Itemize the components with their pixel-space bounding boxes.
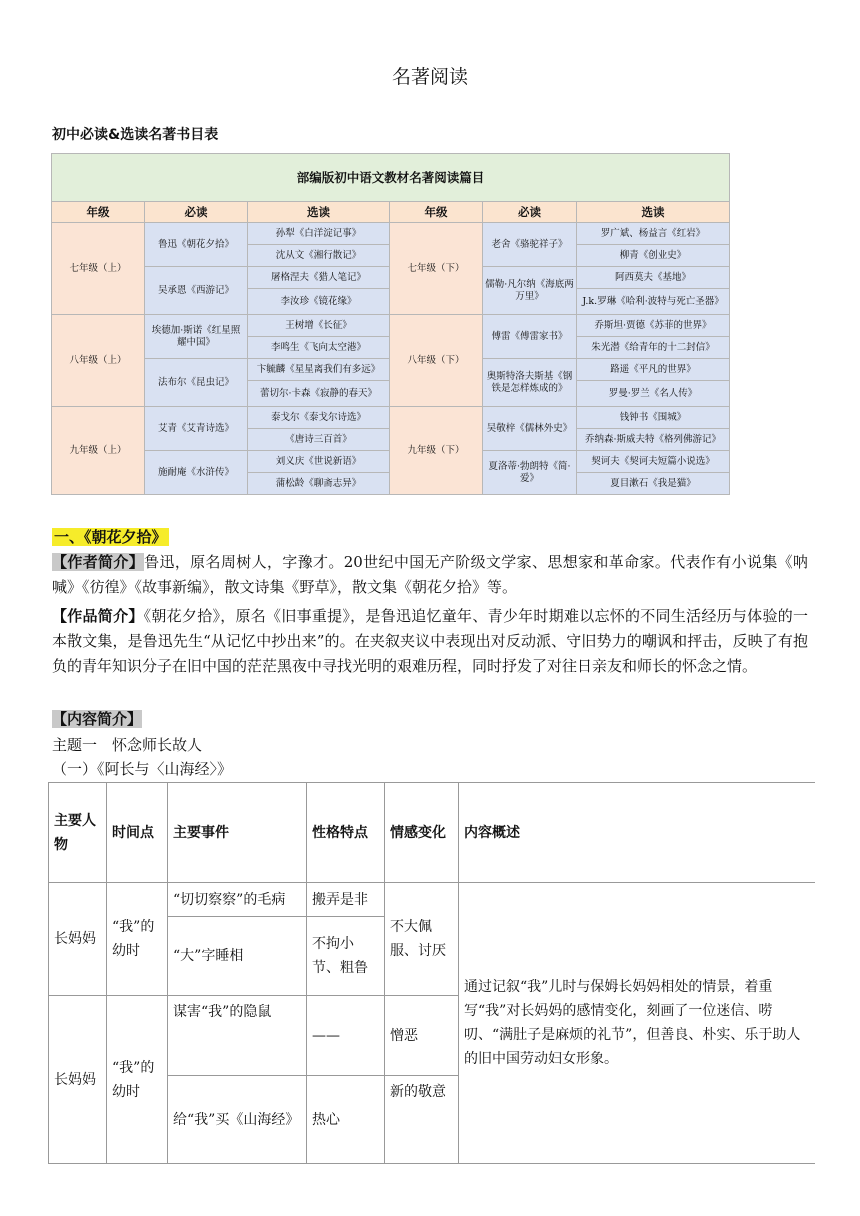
optional-book: 沈从文《湘行散记》 — [248, 245, 390, 267]
required-book: 老舍《骆驼祥子》 — [483, 223, 577, 267]
optional-book: 蒲松龄《聊斋志异》 — [248, 473, 390, 495]
required-book: 奥斯特洛夫斯基《钢铁是怎样炼成的》 — [483, 359, 577, 407]
event-cell: 谋害“我”的隐鼠 — [168, 996, 307, 1076]
optional-book: 屠格涅夫《猎人笔记》 — [248, 267, 390, 289]
required-book: 吴敬梓《儒林外史》 — [483, 407, 577, 451]
emotion-cell: 憎恶 — [385, 996, 459, 1076]
event-cell: 给“我”买《山海经》 — [168, 1076, 307, 1164]
header-grade: 年级 — [390, 202, 483, 223]
optional-book: 孙犁《白洋淀记事》 — [248, 223, 390, 245]
time-cell: “我”的幼时 — [107, 996, 168, 1164]
header-required: 必读 — [483, 202, 577, 223]
trait-cell: 不拘小节、粗鲁 — [307, 917, 385, 996]
content-intro-tag: 【内容简介】 — [52, 710, 143, 728]
optional-book: 刘义庆《世说新语》 — [248, 451, 390, 473]
content-table — [48, 782, 815, 1164]
optional-book: 阿西莫夫《基地》 — [577, 267, 730, 289]
theme-line: 主题一 怀念师长故人 — [52, 736, 203, 754]
required-book: 法布尔《昆虫记》 — [145, 359, 248, 407]
optional-book: 罗曼·罗兰《名人传》 — [577, 381, 730, 407]
header-grade: 年级 — [52, 202, 145, 223]
optional-book: 王树增《长征》 — [248, 315, 390, 337]
optional-book: 夏目漱石《我是猫》 — [577, 473, 730, 495]
required-book: 夏洛蒂·勃朗特《简·爱》 — [483, 451, 577, 495]
header-summary: 内容概述 — [459, 783, 815, 883]
optional-book: 李汝珍《镜花缘》 — [248, 289, 390, 315]
section-heading-text: 一、《朝花夕拾》 — [54, 528, 167, 546]
character-cell: 长妈妈 — [49, 883, 107, 996]
optional-book: 柳青《创业史》 — [577, 245, 730, 267]
required-book: 埃德加·斯诺《红星照耀中国》 — [145, 315, 248, 359]
work-intro-tag: 【作品简介】 — [52, 607, 144, 625]
book-list-subheading: 初中必读&选读名著书目表 — [52, 127, 219, 143]
header-optional: 选读 — [248, 202, 390, 223]
work-intro-text: 《朝花夕拾》，原名《旧事重提》，是鲁迅追忆童年、青少年时期难以忘怀的不同生活经历与体验的一本散文集，是鲁迅先生“从记忆中抄出来”的。在夹叙夹议中表现出对反动派、守旧势力的嘲讽和抨击，反映了有抱负的青年知识分子在旧中国的茫茫黑夜中寻找光明的艰难历程，同时抒发了对往日亲友和师长的怀念之情。 — [52, 607, 808, 675]
optional-book: 《唐诗三百首》 — [248, 429, 390, 451]
grade-cell: 八年级（上） — [52, 315, 145, 407]
page-title: 名著阅读 — [391, 66, 468, 88]
header-character: 主要人物 — [49, 783, 107, 883]
optional-book: 泰戈尔《泰戈尔诗选》 — [248, 407, 390, 429]
header-optional: 选读 — [577, 202, 730, 223]
required-book: 儒勒·凡尔纳《海底两万里》 — [483, 267, 577, 315]
grade-cell: 八年级（下） — [390, 315, 483, 407]
optional-book: J.k.罗琳《哈利·波特与死亡圣器》 — [577, 289, 730, 315]
required-book: 鲁迅《朝花夕拾》 — [145, 223, 248, 267]
author-intro-tag: 【作者简介】 — [52, 553, 145, 571]
author-intro — [52, 550, 808, 600]
required-book: 艾青《艾青诗选》 — [145, 407, 248, 451]
optional-book: 乔斯坦·贾德《苏菲的世界》 — [577, 315, 730, 337]
grade-cell: 七年级（下） — [390, 223, 483, 315]
character-cell: 长妈妈 — [49, 996, 107, 1164]
emotion-cell: 新的敬意 — [385, 1076, 459, 1164]
header-event: 主要事件 — [168, 783, 307, 883]
emotion-cell: 不大佩服、讨厌 — [385, 883, 459, 996]
grade-cell: 九年级（下） — [390, 407, 483, 495]
event-cell: “大”字睡相 — [168, 917, 307, 996]
work-intro — [52, 604, 808, 679]
chapter-line: （一）《阿长与〈山海经〉》 — [52, 760, 233, 778]
header-emotion: 情感变化 — [385, 783, 459, 883]
trait-cell: —— — [307, 996, 385, 1076]
grade-cell: 九年级（上） — [52, 407, 145, 495]
content-intro — [52, 707, 808, 732]
required-book: 施耐庵《水浒传》 — [145, 451, 248, 495]
event-cell: “切切察察”的毛病 — [168, 883, 307, 917]
time-cell: “我”的幼时 — [107, 883, 168, 996]
summary-cell: 通过记叙“我”儿时与保姆长妈妈相处的情景，着重写“我”对长妈妈的感情变化，刻画了一位迷信、唠叨、“满肚子是麻烦的礼节”，但善良、朴实、乐于助人的旧中国劳动妇女形象。 — [459, 883, 815, 1164]
header-trait: 性格特点 — [307, 783, 385, 883]
book-list-table — [51, 153, 730, 495]
header-required: 必读 — [145, 202, 248, 223]
author-intro-text: 鲁迅，原名周树人，字豫才。20世纪中国无产阶级文学家、思想家和革命家。代表作有小说集《呐喊》《彷徨》《故事新编》，散文诗集《野草》，散文集《朝花夕拾》等。 — [52, 553, 808, 596]
optional-book: 乔纳森·斯威夫特《格列佛游记》 — [577, 429, 730, 451]
optional-book: 李鸣生《飞向太空港》 — [248, 337, 390, 359]
trait-cell: 热心 — [307, 1076, 385, 1164]
optional-book: 罗广斌、杨益言《红岩》 — [577, 223, 730, 245]
grade-cell: 七年级（上） — [52, 223, 145, 315]
required-book: 吴承恩《西游记》 — [145, 267, 248, 315]
optional-book: 钱钟书《围城》 — [577, 407, 730, 429]
required-book: 傅雷《傅雷家书》 — [483, 315, 577, 359]
trait-cell: 搬弄是非 — [307, 883, 385, 917]
book-table-caption: 部编版初中语文教材名著阅读篇目 — [52, 154, 730, 202]
section-heading — [52, 526, 169, 547]
optional-book: 朱光潜《给青年的十二封信》 — [577, 337, 730, 359]
optional-book: 路遥《平凡的世界》 — [577, 359, 730, 381]
header-time: 时间点 — [107, 783, 168, 883]
optional-book: 蕾切尔·卡森《寂静的春天》 — [248, 381, 390, 407]
optional-book: 契诃夫《契诃夫短篇小说选》 — [577, 451, 730, 473]
optional-book: 卞毓麟《星星离我们有多远》 — [248, 359, 390, 381]
